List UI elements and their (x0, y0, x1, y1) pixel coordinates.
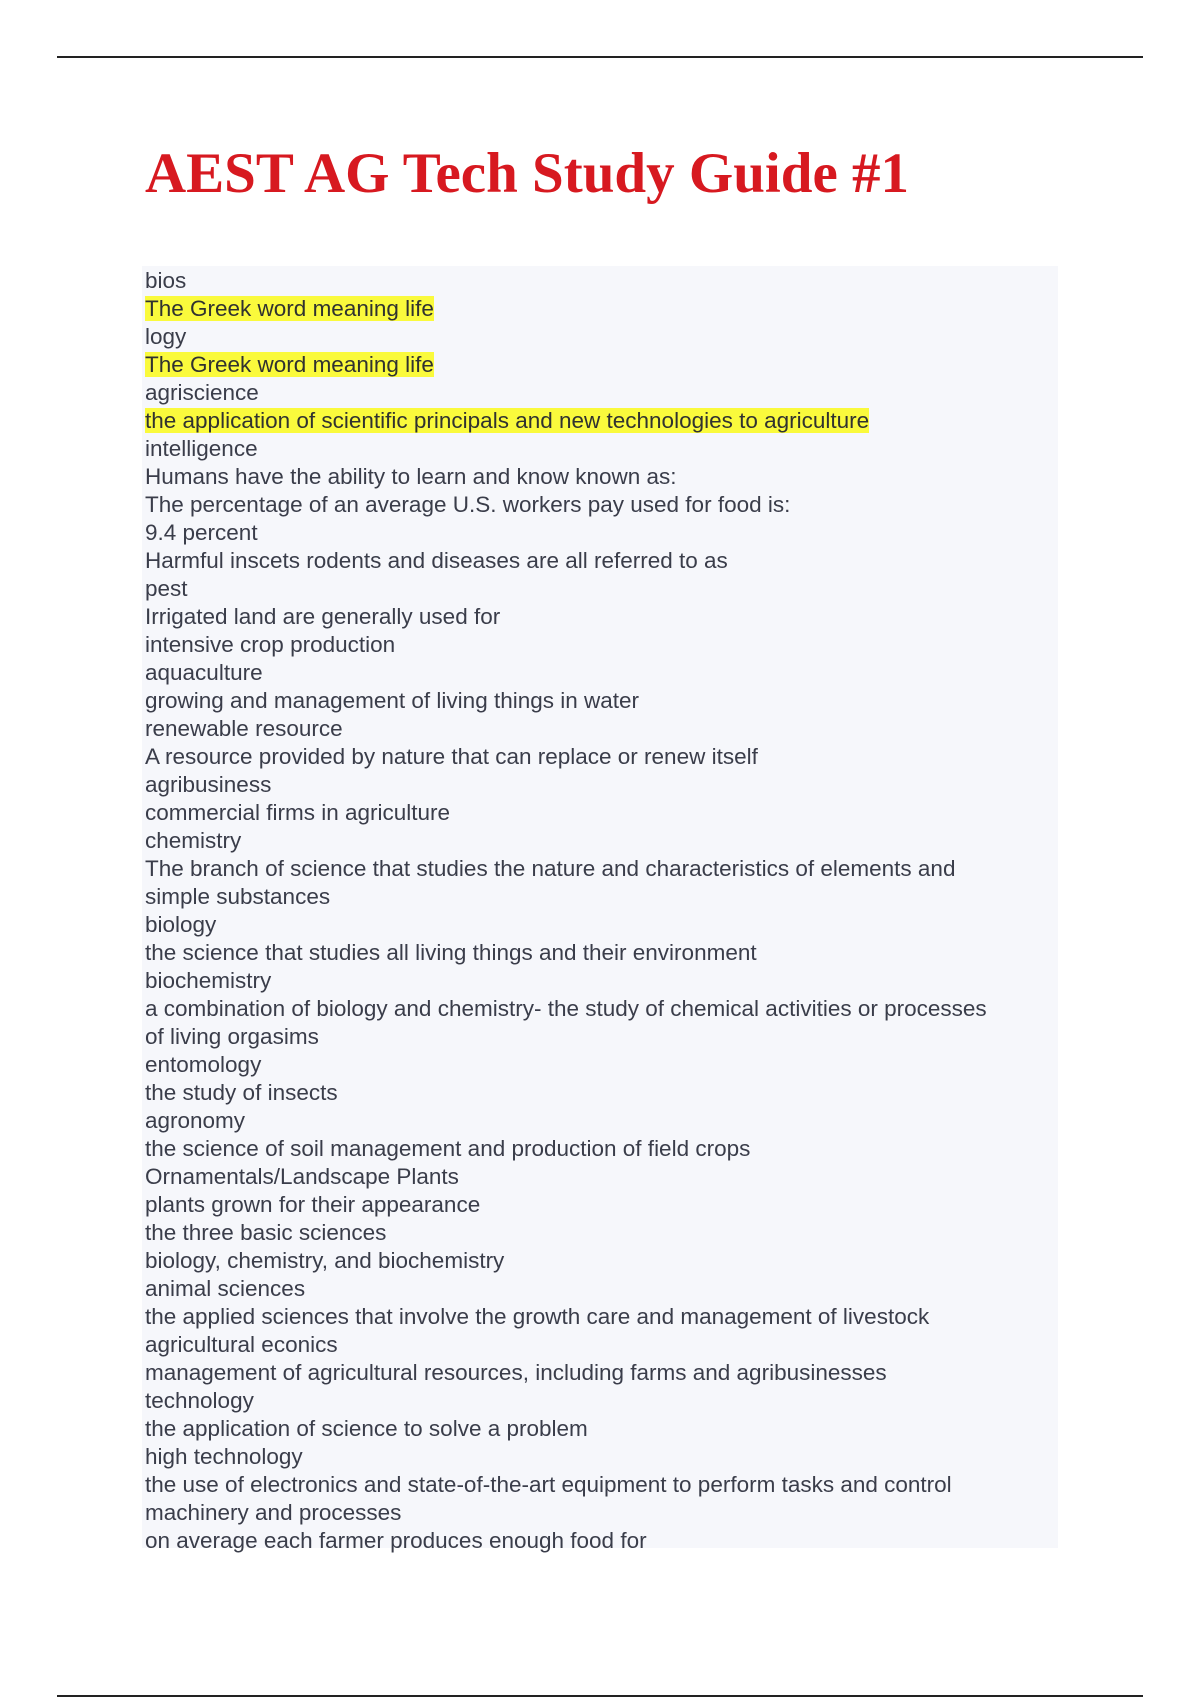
line-text: machinery and processes (145, 1500, 402, 1525)
line-text: the use of electronics and state-of-the-art equipment to perform tasks and control (145, 1472, 952, 1497)
line-text: the three basic sciences (145, 1220, 387, 1245)
study-line (145, 351, 1058, 379)
line-text: 9.4 percent (145, 520, 258, 545)
line-text: renewable resource (145, 716, 343, 741)
study-line (145, 687, 1058, 715)
study-line (145, 771, 1058, 799)
line-text: agronomy (145, 1108, 246, 1133)
line-text: plants grown for their appearance (145, 1192, 481, 1217)
line-text: agribusiness (145, 772, 272, 797)
line-text: the applied sciences that involve the growth care and management of livestock (145, 1304, 930, 1329)
line-text: the study of insects (145, 1080, 338, 1105)
line-text: aquaculture (145, 660, 263, 685)
line-text: biology (145, 912, 217, 937)
study-line (145, 827, 1058, 855)
study-line (145, 379, 1058, 407)
study-line (145, 1191, 1058, 1219)
highlighted-text: The Greek word meaning life (145, 296, 434, 321)
line-text: biochemistry (145, 968, 272, 993)
line-text: commercial firms in agriculture (145, 800, 451, 825)
line-text: Ornamentals/Landscape Plants (145, 1164, 459, 1189)
study-line (145, 939, 1058, 967)
line-text: intensive crop production (145, 632, 396, 657)
study-line (145, 1135, 1058, 1163)
line-text: the science that studies all living things and their environment (145, 940, 757, 965)
line-text: Irrigated land are generally used for (145, 604, 501, 629)
line-text: bios (145, 268, 187, 293)
study-line (145, 1275, 1058, 1303)
study-line (145, 407, 1058, 435)
study-line (145, 435, 1058, 463)
line-text: high technology (145, 1444, 303, 1469)
study-line (145, 855, 1058, 883)
line-text: agricultural econics (145, 1332, 338, 1357)
line-text: A resource provided by nature that can replace or renew itself (145, 744, 758, 769)
study-line (145, 547, 1058, 575)
highlighted-text: The Greek word meaning life (145, 352, 434, 377)
study-line (145, 1359, 1058, 1387)
study-line (145, 323, 1058, 351)
study-line (145, 1051, 1058, 1079)
study-line (145, 1219, 1058, 1247)
top-rule (57, 56, 1143, 58)
line-text: Humans have the ability to learn and know known as: (145, 464, 677, 489)
study-line (145, 1415, 1058, 1443)
study-line (145, 715, 1058, 743)
study-line (145, 1303, 1058, 1331)
line-text: animal sciences (145, 1276, 306, 1301)
line-text: pest (145, 576, 188, 601)
study-line (145, 603, 1058, 631)
line-text: the science of soil management and production of field crops (145, 1136, 751, 1161)
study-line (145, 1079, 1058, 1107)
line-text: on average each farmer produces enough food for (145, 1528, 647, 1553)
line-text: logy (145, 324, 187, 349)
study-line (145, 1023, 1058, 1051)
study-line (145, 995, 1058, 1023)
study-guide-content (142, 266, 1058, 1553)
study-line (145, 491, 1058, 519)
study-line (145, 743, 1058, 771)
study-line (145, 631, 1058, 659)
line-text: The branch of science that studies the nature and characteristics of elements and (145, 856, 956, 881)
study-line (145, 1163, 1058, 1191)
line-text: of living orgasims (145, 1024, 319, 1049)
line-text: the application of science to solve a problem (145, 1416, 588, 1441)
study-line (145, 1331, 1058, 1359)
study-line (145, 575, 1058, 603)
study-line (145, 799, 1058, 827)
bottom-rule (57, 1695, 1143, 1697)
highlighted-text: the application of scientific principals and new technologies to agriculture (145, 408, 870, 433)
study-line (145, 1387, 1058, 1415)
line-text: Harmful inscets rodents and diseases are all referred to as (145, 548, 728, 573)
study-line (145, 1499, 1058, 1527)
line-text: a combination of biology and chemistry- the study of chemical activities or processes (145, 996, 987, 1021)
line-text: technology (145, 1388, 254, 1413)
line-text: simple substances (145, 884, 331, 909)
line-text: intelligence (145, 436, 258, 461)
study-line (145, 267, 1058, 295)
study-line (145, 1443, 1058, 1471)
study-line (145, 659, 1058, 687)
line-text: entomology (145, 1052, 262, 1077)
study-line (145, 1527, 1058, 1555)
study-line (145, 1107, 1058, 1135)
line-text: agriscience (145, 380, 259, 405)
page-title: AEST AG Tech Study Guide #1 (145, 142, 909, 205)
line-text: chemistry (145, 828, 242, 853)
study-line (145, 911, 1058, 939)
study-line (145, 519, 1058, 547)
line-text: management of agricultural resources, including farms and agribusinesses (145, 1360, 887, 1385)
line-text: biology, chemistry, and biochemistry (145, 1248, 505, 1273)
study-line (145, 1471, 1058, 1499)
study-line (145, 967, 1058, 995)
study-line (145, 463, 1058, 491)
study-line (145, 883, 1058, 911)
line-text: growing and management of living things in water (145, 688, 640, 713)
study-line (145, 295, 1058, 323)
line-text: The percentage of an average U.S. workers pay used for food is: (145, 492, 791, 517)
study-line (145, 1247, 1058, 1275)
